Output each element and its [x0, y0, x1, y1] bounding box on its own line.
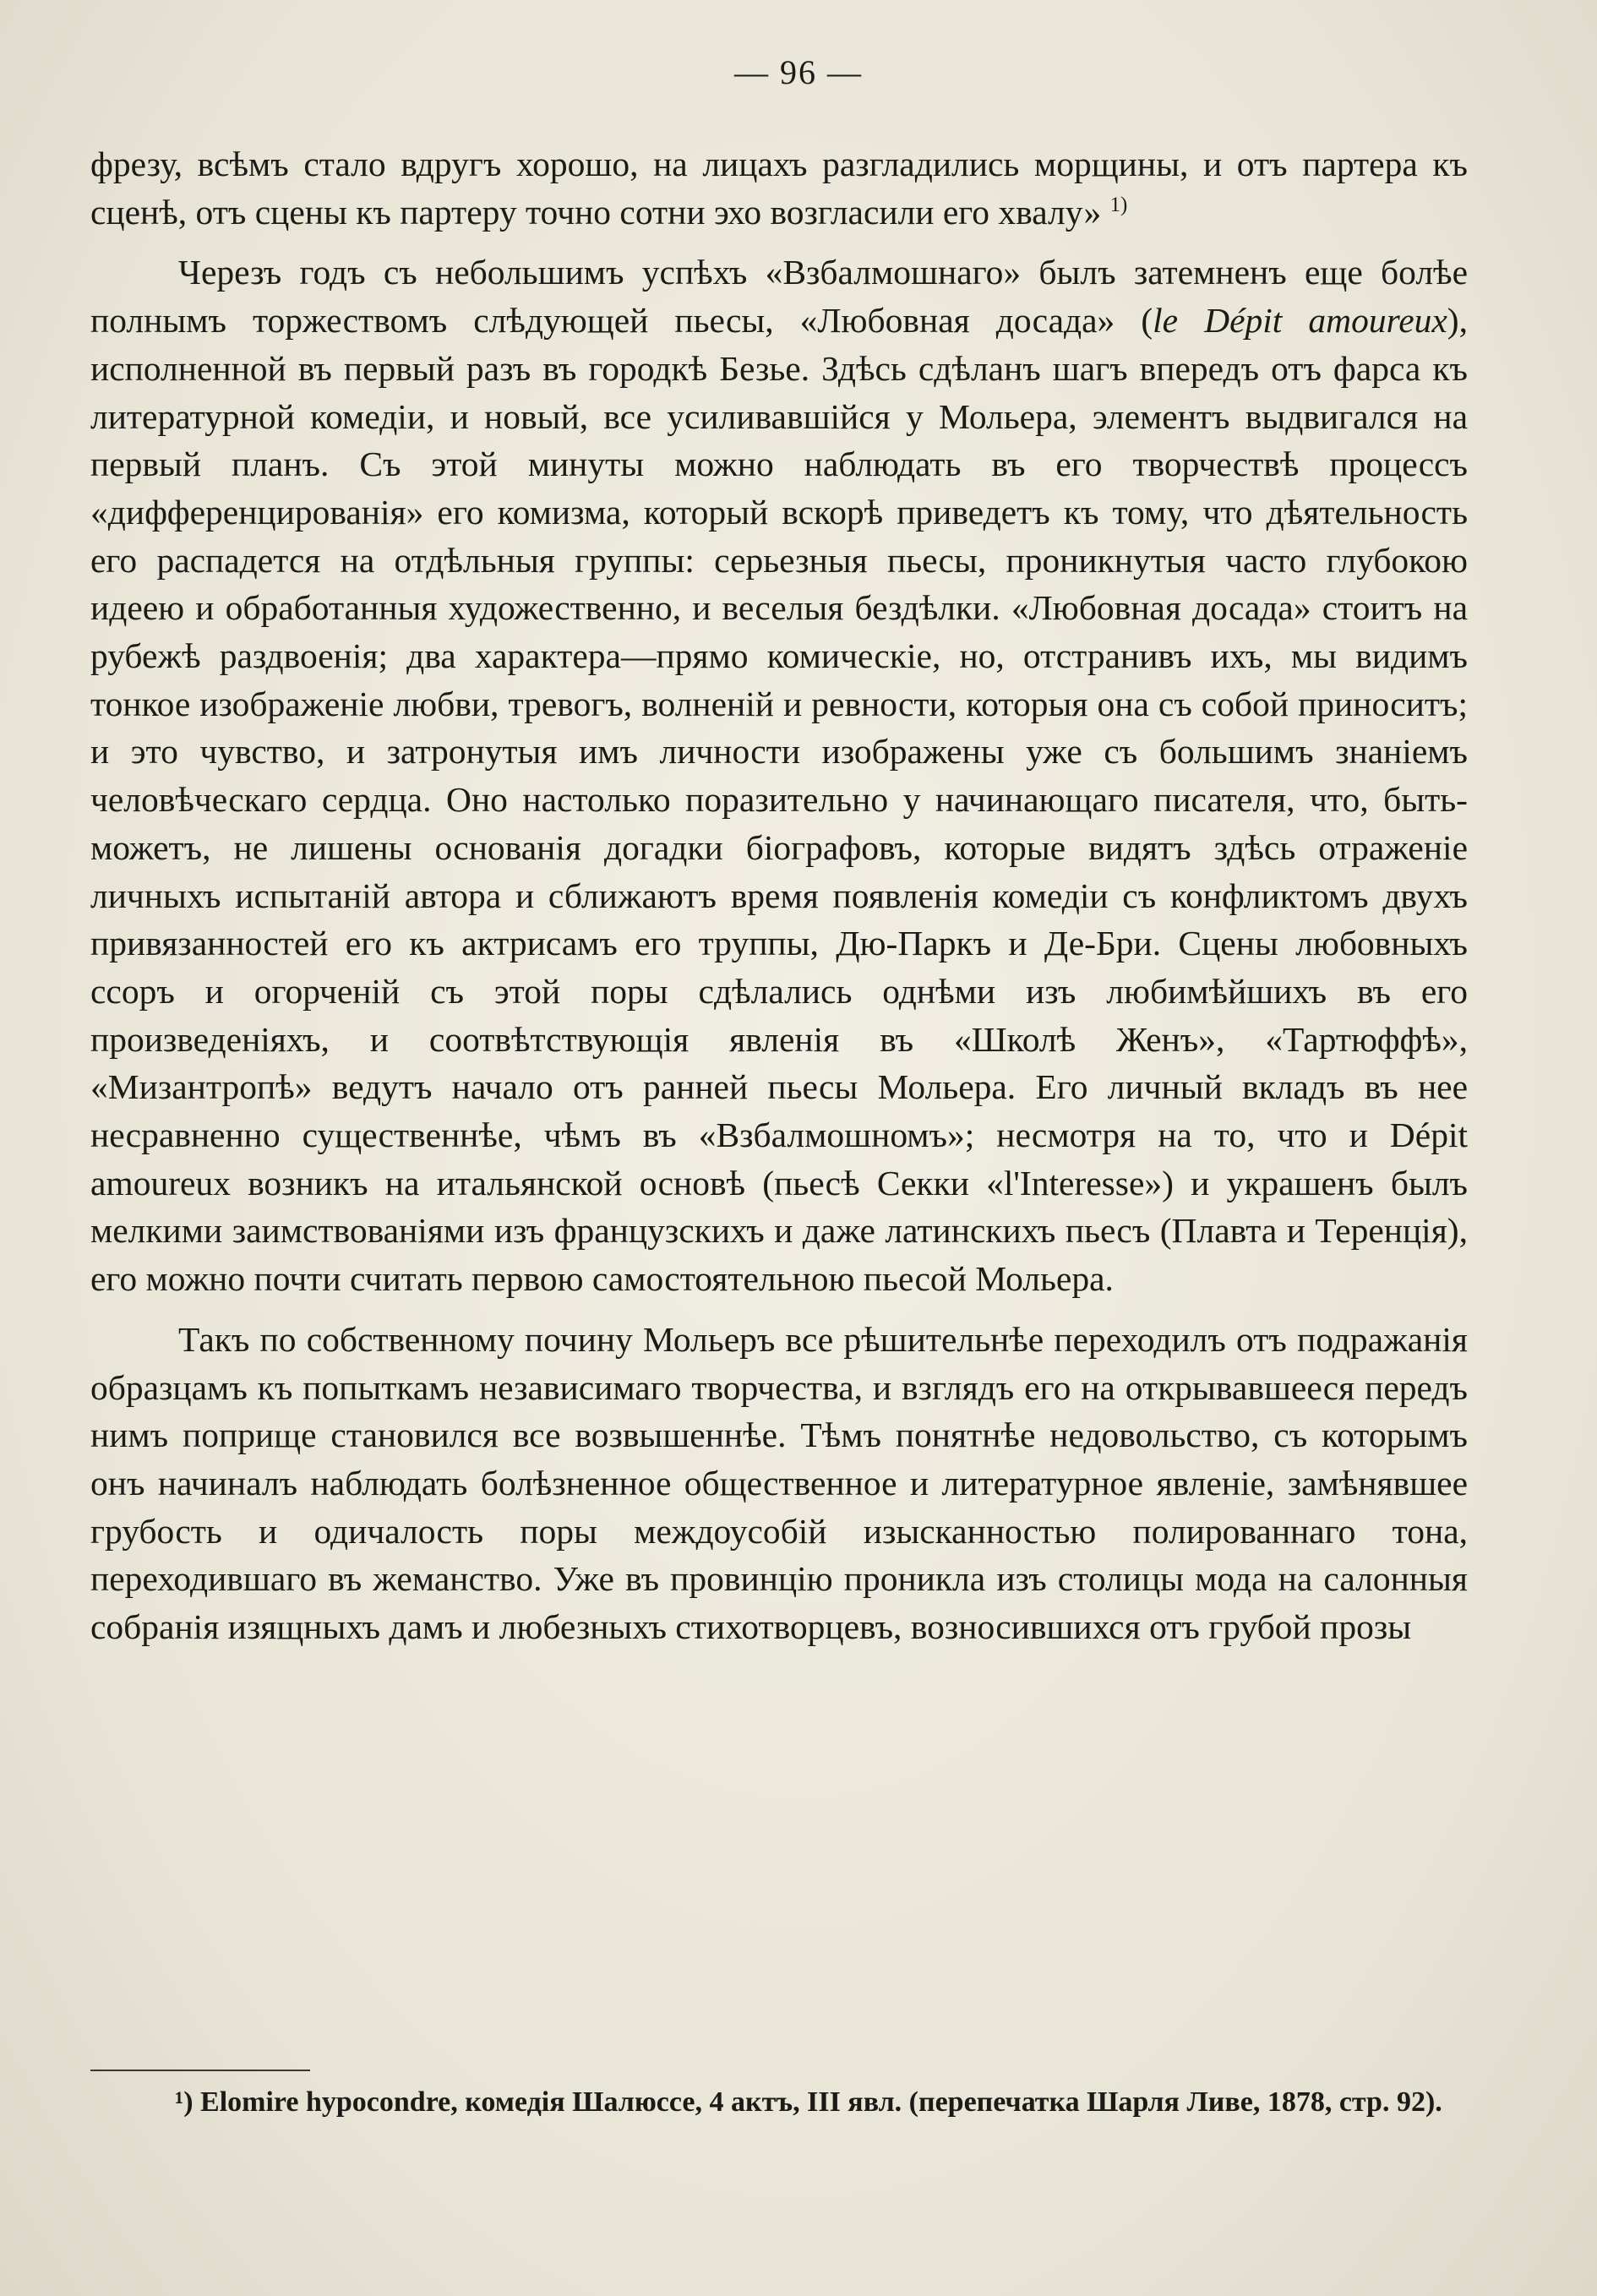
main-text [90, 140, 1468, 1651]
paragraph-1-text: фрезу, всѣмъ стало вдругъ хорошо, на лицахъ разгладились морщины, и отъ партера къ сценѣ, отъ сцены къ партеру точно сотни эхо возгласили его хвалу» [90, 145, 1468, 232]
footnote-text: Elomire hypocondre, комедія Шалюссе, 4 актъ, III явл. (перепечатка Шарля Ливе, 1878, стр. 92). [200, 2086, 1442, 2118]
footnote-reference [1110, 194, 1128, 216]
page-number: — 96 — [734, 53, 863, 91]
footnote-divider [90, 2070, 310, 2071]
footnote [90, 2079, 1468, 2126]
footnote-marker: ¹) [175, 2086, 193, 2118]
footnote-reference-number: 1) [1109, 193, 1128, 216]
paragraph-3-text: Такъ по собственному почину Мольеръ все рѣшительнѣе переходилъ отъ подражанія образцамъ къ попыткамъ независимаго творчества, и взглядъ его на открывавшееся передъ нимъ поприще становился все возвышеннѣе. Тѣмъ понятнѣе недовольство, съ которымъ онъ начиналъ наблюдать болѣзненное общественное и литературное явленіе, замѣнявшее грубость и одичалость поры междоусобій изысканностью полированнаго тона, переходившаго въ жеманство. Уже въ провинцію проникла изъ столицы мода на салонныя собранія изящныхъ дамъ и любезныхъ стихотворцевъ, возносившихся отъ грубой прозы [90, 1319, 1468, 1647]
italic-title: le Dépit amoureux [1153, 301, 1447, 341]
paragraph-2-text-start: Черезъ годъ съ небольшимъ успѣхъ «Взбалмошнаго» былъ затемненъ еще болѣе полнымъ торжествомъ слѣдующей пьесы, «Любовная досада» ( [90, 253, 1468, 341]
paragraph-2 [90, 248, 1468, 1302]
paragraph-2-text-rest: ), исполненной въ первый разъ въ городкѣ Безье. Здѣсь сдѣланъ шагъ впередъ отъ фарса къ литературной комедіи, и новый, все усиливавшійся у Мольера, элементъ выдвигался на первый планъ. Съ этой минуты можно наблюдать въ его творчествѣ процессъ «дифференцированія» его комизма, который вскорѣ приведетъ къ тому, что дѣятельность его распадется на отдѣльныя группы: серьезныя пьесы, проникнутыя часто глубокою идеею и обработанныя художественно, и веселыя бездѣлки. «Любовная досада» стоитъ на рубежѣ раздвоенія; два характера—прямо комическіе, но, отстранивъ ихъ, мы видимъ тонкое изображеніе любви, тревогъ, волненій и ревности, которыя она съ собой приноситъ; и это чувство, и затронутыя имъ личности изображены уже съ большимъ знаніемъ человѣческаго сердца. Оно настолько поразительно у начинающаго писателя, что, быть-можетъ, не лишены основанія догадки біографовъ, которые видятъ здѣсь отраженіе личныхъ испытаній автора и сближаютъ время появленія комедіи съ конфликтомъ двухъ привязанностей его къ актрисамъ его труппы, Дю-Паркъ и Де-Бри. Сцены любовныхъ ссоръ и огорченій съ этой поры сдѣлались однѣми изъ любимѣйшихъ въ его произведеніяхъ, и соотвѣтствующія явленія въ «Школѣ Женъ», «Тартюффѣ», «Мизантропѣ» ведутъ начало отъ ранней пьесы Мольера. Его личный вкладъ въ нее несравненно существеннѣе, чѣмъ въ «Взбалмошномъ»; несмотря на то, что и Dépit amoureux возникъ на итальянской основѣ (пьесѣ Секки «l'Interesse») и украшенъ былъ мелкими заимствованіями изъ французскихъ и даже латинскихъ пьесъ (Плавта и Теренція), его можно почти считать первою самостоятельною пьесой Мольера. [90, 301, 1468, 1299]
paragraph-1 [90, 140, 1468, 236]
paragraph-3 [90, 1316, 1468, 1651]
